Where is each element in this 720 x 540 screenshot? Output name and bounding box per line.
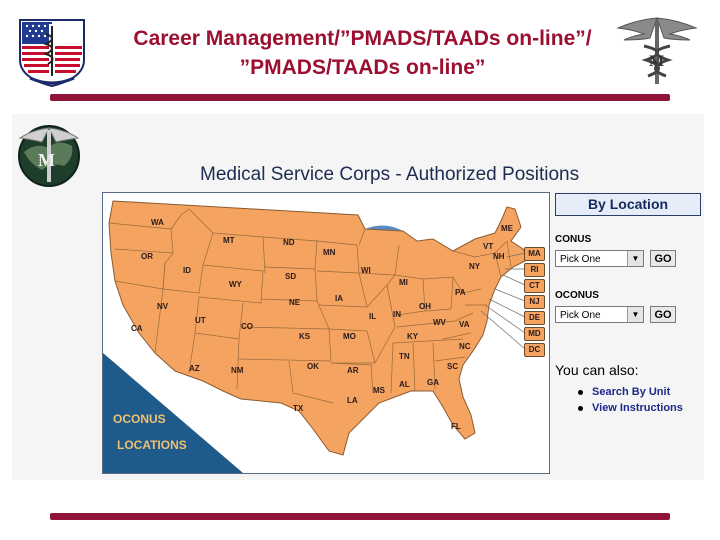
by-location-header: By Location: [555, 193, 701, 216]
map-title: Medical Service Corps - Authorized Positions: [200, 164, 580, 185]
state-label[interactable]: NH: [493, 252, 505, 261]
state-label[interactable]: CO: [241, 322, 253, 331]
small-state-button-ri[interactable]: RI: [524, 263, 545, 277]
oconus-go-button[interactable]: GO: [650, 306, 676, 323]
us-map[interactable]: [102, 192, 550, 474]
state-label[interactable]: IA: [335, 294, 343, 303]
state-label[interactable]: UT: [195, 316, 206, 325]
conus-select-value: Pick One: [560, 254, 601, 265]
state-label[interactable]: NE: [289, 298, 301, 307]
state-label[interactable]: NC: [459, 342, 471, 351]
small-state-button-de[interactable]: DE: [524, 311, 545, 325]
page-title-line2: ”PMADS/TAADs on-line”: [239, 56, 486, 79]
small-state-button-ma[interactable]: MA: [524, 247, 545, 261]
conus-select[interactable]: [555, 250, 644, 267]
page-title-line1: Career Management/”PMADS/TAADs on-line”/: [133, 27, 592, 50]
state-label[interactable]: WV: [433, 318, 446, 327]
bullet-icon: [578, 406, 583, 411]
small-state-button-md[interactable]: MD: [524, 327, 545, 341]
footer-divider: [50, 513, 670, 520]
state-label[interactable]: MO: [343, 332, 356, 341]
you-can-also-heading: You can also:: [555, 362, 639, 378]
state-label[interactable]: VT: [483, 242, 494, 251]
state-label[interactable]: NM: [231, 366, 244, 375]
state-label[interactable]: NV: [157, 302, 169, 311]
svg-text:M: M: [38, 150, 55, 170]
small-state-button-ct[interactable]: CT: [524, 279, 545, 293]
state-label[interactable]: ID: [183, 266, 191, 275]
state-label[interactable]: AL: [399, 380, 410, 389]
link-view-instructions[interactable]: [578, 400, 683, 416]
state-label[interactable]: WY: [229, 280, 242, 289]
conus-go-button[interactable]: GO: [650, 250, 676, 267]
oconus-label-line2: LOCATIONS: [117, 438, 187, 452]
state-label[interactable]: OH: [419, 302, 431, 311]
state-label[interactable]: MS: [373, 386, 385, 395]
link-search-by-unit[interactable]: [578, 384, 683, 400]
branch-insignia-globe-icon: [14, 122, 84, 188]
caduceus-ms-insignia-icon: [614, 14, 700, 88]
oconus-label: OCONUS: [555, 290, 599, 301]
state-label[interactable]: VA: [459, 320, 470, 329]
oconus-select-value: Pick One: [560, 310, 601, 321]
oconus-label-line1: OCONUS: [113, 412, 166, 426]
state-label[interactable]: SD: [285, 272, 297, 281]
state-label[interactable]: MI: [399, 278, 408, 287]
state-label[interactable]: GA: [427, 378, 439, 387]
state-label[interactable]: OK: [307, 362, 319, 371]
chevron-down-icon[interactable]: ▼: [627, 307, 643, 322]
link-label: Search By Unit: [592, 386, 671, 398]
state-label[interactable]: MN: [323, 248, 336, 257]
state-label[interactable]: KY: [407, 332, 419, 341]
state-label[interactable]: IL: [369, 312, 377, 321]
header-divider: [50, 94, 670, 101]
state-label[interactable]: IN: [393, 310, 401, 319]
state-label[interactable]: CA: [131, 324, 143, 333]
chevron-down-icon[interactable]: ▼: [627, 251, 643, 266]
state-label[interactable]: KS: [299, 332, 311, 341]
state-label[interactable]: PA: [455, 288, 466, 297]
state-label[interactable]: ND: [283, 238, 295, 247]
bullet-icon: [578, 390, 583, 395]
state-label[interactable]: LA: [347, 396, 358, 405]
state-label[interactable]: MT: [223, 236, 235, 245]
state-label[interactable]: TN: [399, 352, 410, 361]
oconus-select[interactable]: [555, 306, 644, 323]
state-label[interactable]: NY: [469, 262, 481, 271]
svg-text:M: M: [649, 53, 665, 70]
page-title: [80, 24, 645, 82]
state-label[interactable]: ME: [501, 224, 513, 233]
state-label[interactable]: WA: [151, 218, 164, 227]
state-label[interactable]: OR: [141, 252, 153, 261]
conus-label: CONUS: [555, 234, 592, 245]
link-label: View Instructions: [592, 402, 683, 414]
state-label[interactable]: AR: [347, 366, 359, 375]
state-label[interactable]: WI: [361, 266, 371, 275]
small-state-button-dc[interactable]: DC: [524, 343, 545, 357]
quick-links: [578, 384, 683, 416]
small-state-button-nj[interactable]: NJ: [524, 295, 545, 309]
us-map-svg: [103, 193, 549, 473]
state-label[interactable]: TX: [293, 404, 304, 413]
state-label[interactable]: SC: [447, 362, 459, 371]
us-flag-medical-crest-icon: [16, 16, 88, 88]
state-label[interactable]: AZ: [189, 364, 200, 373]
state-label[interactable]: FL: [451, 422, 461, 431]
